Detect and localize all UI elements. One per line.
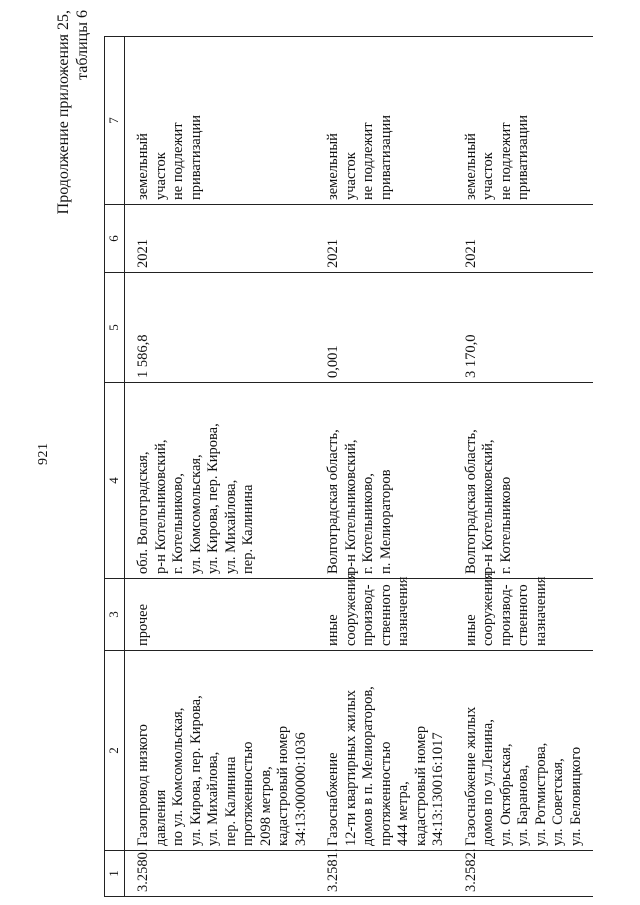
object-type-line: назначения bbox=[395, 576, 411, 646]
object-note-line: участок bbox=[480, 152, 496, 200]
object-address-line: р-н Котельниковский, bbox=[152, 439, 169, 574]
object-value-cell bbox=[456, 273, 586, 383]
object-name-line: кадастровый номер bbox=[275, 725, 291, 846]
table-row bbox=[456, 37, 586, 897]
object-name-line: ул. Кирова, пер. Кирова, bbox=[187, 695, 204, 846]
spacer-cell bbox=[448, 205, 456, 273]
object-name-line: кадастровый номер bbox=[412, 725, 429, 846]
object-type-line: производ- bbox=[360, 584, 376, 646]
object-address-line: г. Котельниково bbox=[497, 476, 514, 574]
page-number: 921 bbox=[36, 442, 51, 465]
spacer-cell bbox=[585, 651, 593, 851]
object-name-line: протяженностью bbox=[240, 741, 256, 846]
object-note-line: земельный bbox=[462, 133, 479, 200]
object-name-line: Газопровод низкого bbox=[135, 724, 151, 846]
row-number: 3.2582. bbox=[462, 848, 479, 892]
object-name-line: давления bbox=[152, 789, 169, 846]
object-year-cell bbox=[318, 205, 448, 273]
object-address-line: ул. Комсомольская, bbox=[187, 454, 204, 574]
object-year: 2021 bbox=[135, 239, 151, 268]
object-name-line: 34:13:130016:1017 bbox=[430, 732, 446, 846]
object-note-line: не подлежит bbox=[497, 122, 514, 200]
object-name-cell bbox=[456, 651, 586, 851]
object-type-line: иные bbox=[462, 614, 479, 646]
object-note-line: не подлежит bbox=[360, 122, 376, 200]
object-year: 2021 bbox=[325, 239, 341, 268]
object-type-line: сооружения bbox=[480, 572, 496, 646]
object-address-line: г. Котельниково, bbox=[170, 473, 186, 574]
table-row bbox=[318, 37, 448, 897]
object-note-cell bbox=[318, 37, 448, 205]
object-type-cell bbox=[318, 572, 448, 651]
object-address-line: обл. Волгоградская, bbox=[135, 451, 151, 574]
object-type-line: назначения bbox=[532, 576, 549, 646]
object-address-line: Волгоградская область, bbox=[325, 429, 341, 574]
column-header-4: 4 bbox=[105, 383, 125, 579]
object-note-cell bbox=[125, 37, 311, 205]
row-spacer bbox=[310, 37, 318, 897]
spacer-cell bbox=[310, 273, 318, 383]
object-name-cell bbox=[318, 651, 448, 851]
object-address-line: ул. Михайлова, bbox=[222, 479, 239, 574]
object-note-line: приватизации bbox=[187, 114, 204, 200]
spacer-cell bbox=[448, 851, 456, 897]
object-note-line: не подлежит bbox=[170, 122, 186, 200]
object-note-line: приватизации bbox=[515, 114, 531, 200]
object-name-cell bbox=[125, 651, 311, 851]
column-header-6: 6 bbox=[105, 205, 125, 273]
object-name-line: ул. Советская, bbox=[550, 758, 566, 846]
spacer-cell bbox=[310, 205, 318, 273]
continuation-line-1: Продолжение приложения 25, bbox=[55, 10, 72, 215]
table-row bbox=[125, 37, 311, 897]
row-number-cell bbox=[125, 848, 311, 897]
object-type-cell bbox=[456, 572, 586, 651]
column-header-5: 5 bbox=[105, 273, 125, 383]
object-name-line: протяженностью bbox=[377, 741, 394, 846]
object-address-cell bbox=[125, 383, 311, 579]
object-value-cell bbox=[318, 273, 448, 383]
spacer-cell bbox=[585, 383, 593, 579]
object-name-line: ул. Октябрьская, bbox=[497, 743, 514, 846]
object-name-line: 34:13:000000:1036 bbox=[292, 732, 309, 846]
object-name-line: 2098 метров, bbox=[257, 766, 274, 846]
spacer-cell bbox=[448, 273, 456, 383]
continuation-note bbox=[54, 10, 92, 214]
column-header-1: 1 bbox=[105, 851, 125, 897]
spacer-cell bbox=[585, 851, 593, 897]
row-spacer bbox=[448, 37, 456, 897]
object-name-line: 12-ти квартирных жилых bbox=[342, 690, 359, 846]
object-year: 2021 bbox=[462, 239, 479, 268]
object-note-line: участок bbox=[342, 152, 359, 200]
object-address-cell bbox=[318, 383, 448, 579]
object-note-line: участок bbox=[152, 152, 169, 200]
spacer-cell bbox=[448, 37, 456, 205]
object-address-line: пер. Калинина bbox=[240, 484, 256, 574]
spacer-cell bbox=[585, 273, 593, 383]
object-value-cell bbox=[125, 273, 311, 383]
object-name-line: ул. Баранова, bbox=[515, 764, 531, 846]
object-name-line: Газоснабжение bbox=[325, 752, 341, 846]
row-spacer bbox=[585, 37, 593, 897]
spacer-cell bbox=[448, 383, 456, 579]
object-name-line: 444 метра, bbox=[395, 781, 411, 846]
object-type-cell bbox=[125, 579, 311, 651]
object-value: 3 170,0 bbox=[462, 334, 479, 378]
column-header-7: 7 bbox=[105, 37, 125, 205]
object-note-cell bbox=[456, 37, 586, 205]
object-type-line: ственного bbox=[515, 584, 531, 646]
object-type-line: сооружения bbox=[342, 572, 359, 646]
row-number: 3.2580. bbox=[135, 848, 151, 892]
spacer-cell bbox=[448, 651, 456, 851]
spacer-cell bbox=[585, 37, 593, 205]
object-year-cell bbox=[125, 205, 311, 273]
object-name-line: по ул. Комсомольская, bbox=[170, 707, 186, 846]
object-note-line: земельный bbox=[325, 133, 341, 200]
object-address-line: р-н Котельниковский, bbox=[342, 439, 359, 574]
object-name-line: ул. Михайлова, bbox=[205, 751, 221, 846]
object-note-line: земельный bbox=[135, 133, 151, 200]
object-value: 0,001 bbox=[325, 345, 341, 378]
object-name-line: домов в п. Мелиораторов, bbox=[360, 686, 376, 846]
object-name-line: ул. Ротмистрова, bbox=[532, 742, 549, 846]
object-name-line: домов по ул.Ленина, bbox=[480, 719, 496, 846]
header-row bbox=[105, 37, 125, 897]
object-name-line: Газоснабжение жилых bbox=[462, 706, 479, 846]
object-type-line: производ- bbox=[497, 584, 514, 646]
object-year-cell bbox=[456, 205, 586, 273]
object-name-line: ул. Беловицкого bbox=[567, 746, 584, 846]
object-address-line: р-н Котельниковский, bbox=[480, 439, 496, 574]
object-name-line: пер. Калинина bbox=[222, 756, 239, 846]
spacer-cell bbox=[310, 383, 318, 579]
object-note-line: приватизации bbox=[377, 114, 394, 200]
object-address-line: г. Котельниково, bbox=[360, 473, 376, 574]
object-address-line: п. Мелиораторов bbox=[377, 469, 394, 574]
row-number-cell bbox=[318, 848, 448, 897]
object-address-line: ул. Кирова, пер. Кирова, bbox=[205, 423, 221, 574]
column-header-3: 3 bbox=[105, 579, 125, 651]
table-body bbox=[125, 37, 594, 897]
object-address-cell bbox=[456, 383, 586, 579]
object-type-line: иные bbox=[325, 614, 341, 646]
spacer-cell bbox=[310, 651, 318, 851]
object-type-line: прочее bbox=[135, 603, 151, 646]
spacer-cell bbox=[585, 205, 593, 273]
object-type-line: ственного bbox=[377, 584, 394, 646]
row-number: 3.2581. bbox=[325, 848, 341, 892]
object-value: 1 586,8 bbox=[135, 334, 151, 378]
row-number-cell bbox=[456, 848, 586, 897]
spacer-cell bbox=[310, 37, 318, 205]
spacer-cell bbox=[310, 579, 318, 651]
column-header-2: 2 bbox=[105, 651, 125, 851]
spacer-cell bbox=[448, 579, 456, 651]
continuation-line-2: таблицы 6 bbox=[74, 10, 91, 80]
object-address-line: Волгоградская область, bbox=[462, 429, 479, 574]
spacer-cell bbox=[585, 579, 593, 651]
spacer-cell bbox=[310, 851, 318, 897]
property-register-table bbox=[104, 36, 593, 897]
